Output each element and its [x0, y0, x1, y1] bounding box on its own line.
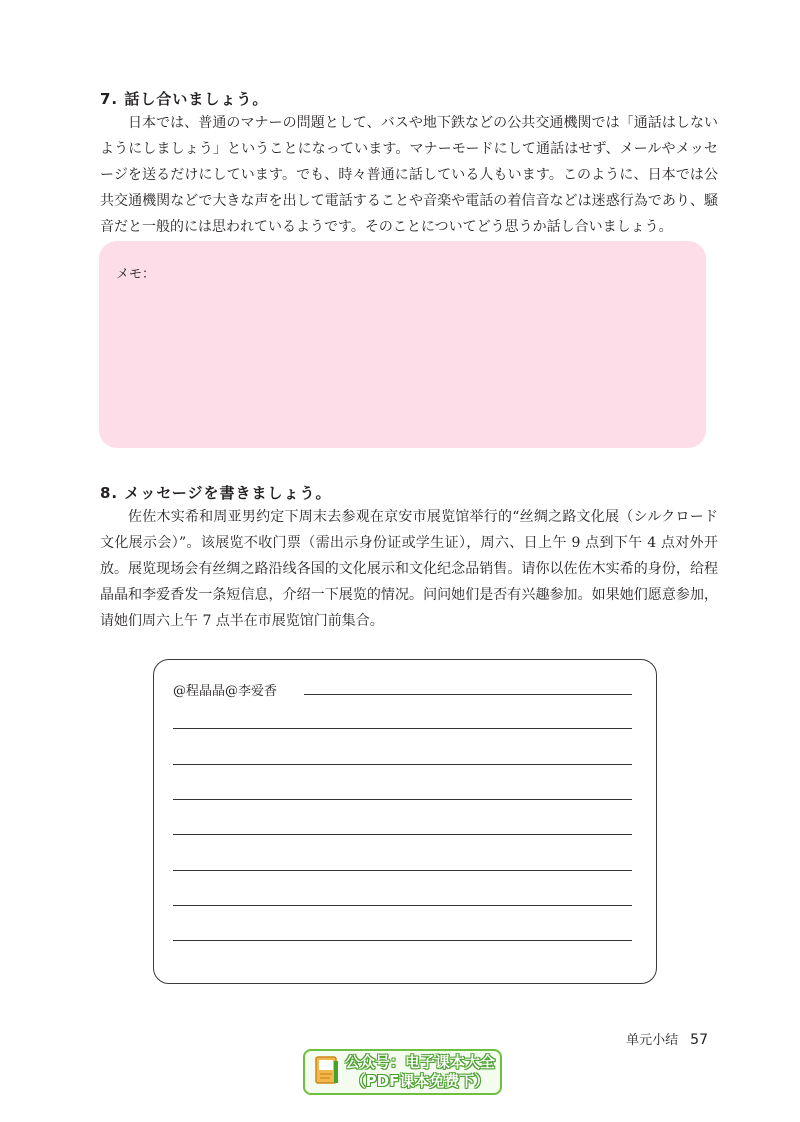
writing-line[interactable] — [173, 905, 632, 906]
page-number: 57 — [690, 1032, 708, 1048]
writing-line[interactable] — [173, 940, 632, 941]
message-box[interactable] — [153, 659, 657, 984]
unit-label: 单元小结 — [626, 1033, 679, 1048]
writing-line[interactable] — [173, 870, 632, 871]
watermark-badge — [303, 1049, 502, 1095]
address-line: @程晶晶@李爱香 — [173, 684, 278, 699]
writing-line[interactable] — [173, 799, 632, 800]
section-7-paragraph: 日本では、普通のマナーの問題として、バスや地下鉄などの公共交通機関では「通話はしないようにしましょう」ということになっています。マナーモードにして通話はせず、メールやメッセージを送るだけにしています。でも、時々普通に話している人もいます。このように、日本では公共交通機関などで大きな声を出して電話することや音楽や電話の着信音などは迷惑行為であり、騒音だと一般的には思われているようです。そのことについてどう思うか話し合いましょう。 — [100, 115, 718, 235]
memo-label: メモ： — [116, 267, 156, 282]
writing-line[interactable] — [173, 834, 632, 835]
watermark-line-2: （PDF课本免费下） — [350, 1072, 490, 1090]
book-icon — [314, 1055, 340, 1087]
watermark-text — [345, 1053, 495, 1091]
writing-line[interactable] — [173, 764, 632, 765]
writing-line[interactable] — [173, 728, 632, 729]
section-8-heading: 8. メッセージを書きましょう。 — [100, 484, 332, 502]
writing-line[interactable] — [304, 694, 632, 695]
section-8-paragraph: 佐佐木实希和周亚男约定下周末去参观在京安市展览馆举行的“丝绸之路文化展（シルクロード文化展示会）”。该展览不收门票（需出示身份证或学生证），周六、日上午 9 点到下午 4 点对外开放。展览现场会有丝绸之路沿线各国的文化展示和文化纪念品销售。请你以佐佐木实希的身份，给程晶晶和李爱香发一条短信息，介绍一下展览的情况。问问她们是否有兴趣参加。如果她们愿意参加，请她们周六上午 7 点半在市展览馆门前集合。 — [100, 509, 718, 629]
page-footer — [626, 1029, 708, 1048]
watermark-line-1: 公众号：电子课本大全 — [345, 1053, 496, 1071]
section-7-heading: 7. 話し合いましょう。 — [100, 90, 269, 108]
memo-box[interactable] — [99, 241, 706, 448]
